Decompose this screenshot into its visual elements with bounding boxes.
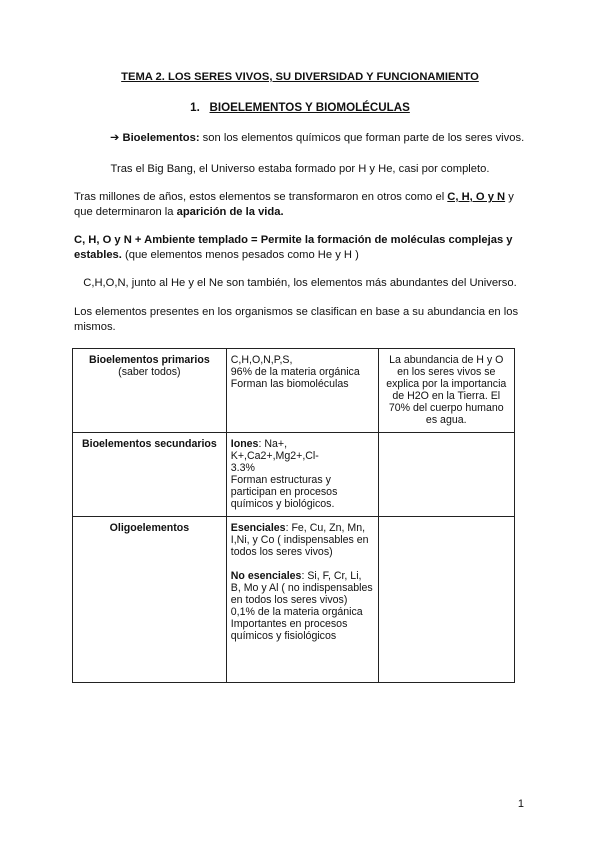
row3-desc: Importantes en procesos químicos y fisiológicos: [230, 618, 348, 642]
row3-detail-cell: [226, 517, 378, 683]
section-number: 1.: [190, 101, 200, 114]
row3-name: Oligoelementos: [109, 522, 190, 534]
document-title: TEMA 2. LOS SERES VIVOS, SU DIVERSIDAD Y FUNCIONAMIENTO: [121, 71, 479, 83]
row2-detail-cell: [226, 433, 378, 517]
bioelementos-term: Bioelementos:: [122, 132, 200, 144]
millones-text-3: que determinaron la: [74, 206, 177, 218]
table-row: [73, 433, 515, 517]
table-row: [73, 349, 515, 433]
row1-detail-cell: [226, 349, 378, 433]
row1-note-cell: [378, 349, 514, 433]
bioelementos-table: [72, 348, 515, 683]
row3-noess: : Si, F, Cr, Li, B, Mo y Al ( no indispensables en todos los seres vivos): [230, 570, 373, 606]
row3-ess: : Fe, Cu, Zn, Mn, I,Ni, y Co ( indispensables en todos los seres vivos): [230, 522, 369, 558]
formula-bold: C, H, O y N + Ambiente templado = Permite la formación de moléculas complejas y estables.: [74, 234, 513, 261]
bioelementos-definition: [110, 131, 530, 146]
row1-desc: Forman las biomoléculas: [230, 378, 349, 390]
page-number: 1: [517, 798, 524, 810]
row1-note: La abundancia de H y O en los seres vivos se explica por la importancia de H2O en la Tierra. El 70% del cuerpo humano es agua.: [386, 354, 507, 426]
row3-note-cell: [378, 517, 514, 683]
formula-rest: (que elementos menos pesados como He y H ): [121, 249, 359, 261]
row1-elements: C,H,O,N,P,S,: [230, 354, 293, 366]
row3-name-cell: [73, 517, 227, 683]
millones-text-2: y: [505, 191, 514, 203]
row2-name-cell: [73, 433, 227, 517]
row2-pct: 3.3%: [230, 462, 255, 474]
row2-note-cell: [378, 433, 514, 517]
aparicion-vida: aparición de la vida.: [176, 206, 284, 218]
abundantes-paragraph: C,H,O,N, junto al He y el Ne son también, los elementos más abundantes del Universo.: [83, 277, 517, 289]
section-heading: [74, 101, 526, 114]
table-row: [73, 517, 515, 683]
row1-name: Bioelementos primarios: [89, 354, 210, 366]
arrow-icon: ➔: [110, 132, 120, 144]
row2-ions: : Na+, K+,Ca2+,Mg2+,Cl-: [230, 438, 319, 462]
row2-name: Bioelementos secundarios: [81, 438, 217, 450]
clasifican-paragraph: Los elementos presentes en los organismos se clasifican en base a su abundancia en los mismos.: [74, 306, 519, 333]
formula-paragraph: [74, 233, 532, 263]
millones-elements: C, H, O y N: [447, 191, 506, 203]
millones-text-1: Tras millones de años, estos elementos se transformaron en otros como el: [74, 191, 448, 203]
section-label: BIOELEMENTOS Y BIOMOLÉCULAS: [209, 101, 410, 114]
row3-ess-label: Esenciales: [230, 522, 286, 534]
row2-ions-label: Iones: [230, 438, 259, 450]
bioelementos-text: son los elementos químicos que forman parte de los seres vivos.: [199, 132, 525, 144]
row2-desc: Forman estructuras y participan en procesos químicos y biológicos.: [230, 474, 338, 510]
row3-noess-label: No esenciales: [230, 570, 302, 582]
millones-paragraph: [74, 190, 526, 220]
row1-name-cell: [73, 349, 227, 433]
row3-pct: 0,1% de la materia orgánica: [230, 606, 363, 618]
row1-pct: 96% de la materia orgánica: [230, 366, 360, 378]
bigbang-paragraph: Tras el Big Bang, el Universo estaba formado por H y He, casi por completo.: [110, 163, 490, 175]
row1-sub: (saber todos): [118, 366, 181, 378]
